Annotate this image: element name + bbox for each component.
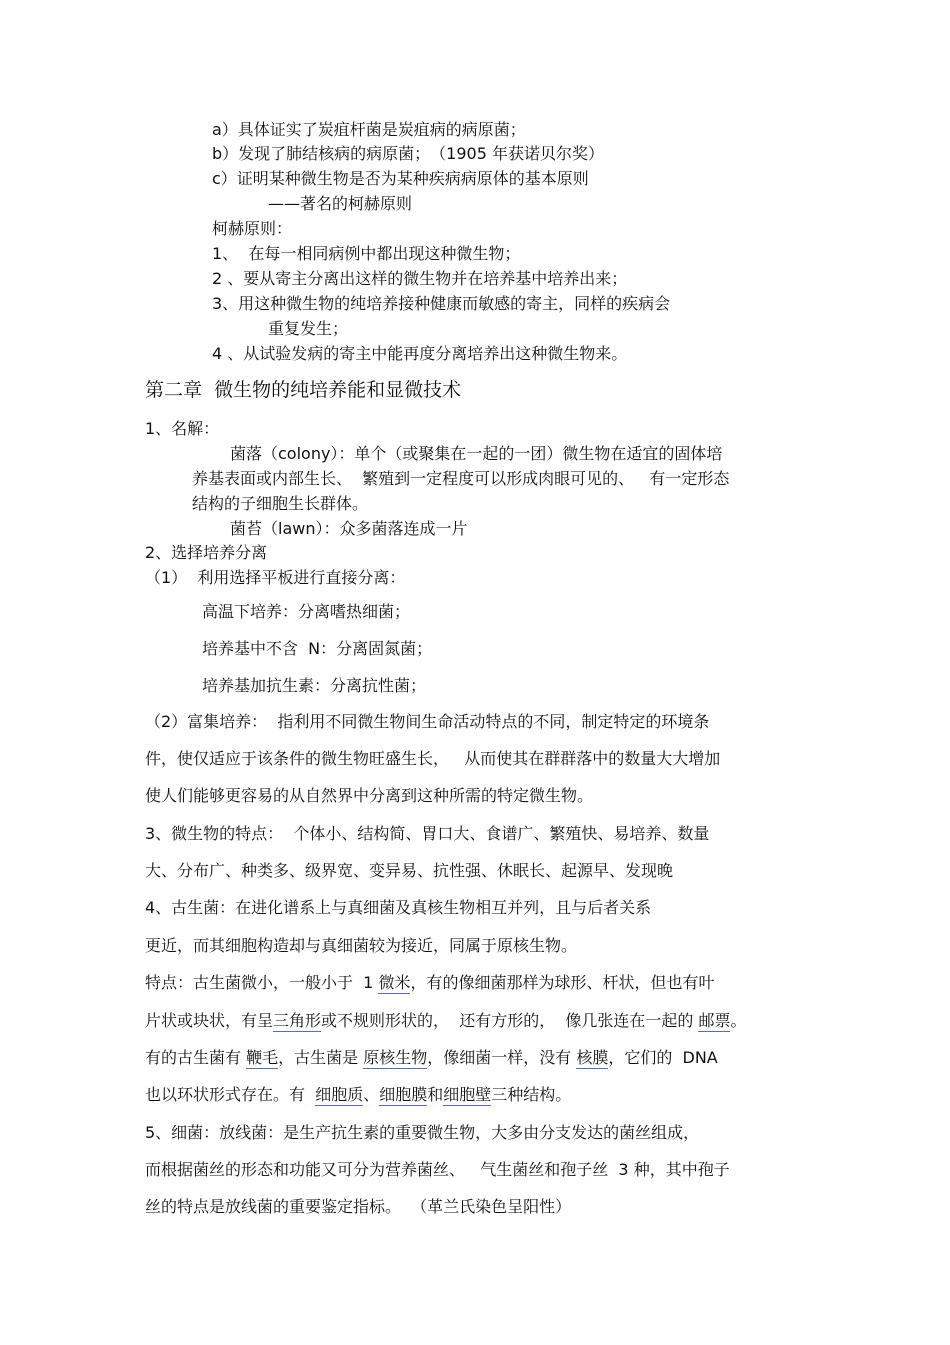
selection-item-2: 培养基中不含 N：分离固氮菌；: [202, 639, 433, 658]
link-stamp[interactable]: 邮票: [698, 1011, 731, 1030]
text-span: 特点：古生菌微小，一般小于 1: [145, 973, 379, 992]
colony-def-1: 菌落（colony）：单个（或聚集在一起的一团）微生物在适宜的固体培: [230, 444, 723, 463]
selection-item-3: 培养基加抗生素：分离抗性菌；: [202, 676, 427, 695]
link-cell-wall[interactable]: 细胞壁: [443, 1085, 492, 1104]
section5-line-2: 而根据菌丝的形态和功能又可分为营养菌丝、 气生菌丝和孢子丝 3 种，其中孢子: [145, 1160, 730, 1179]
archaea-feature-line-1: [145, 972, 714, 994]
archaea-feature-line-2: [145, 1010, 747, 1032]
link-nuclear-membrane[interactable]: 核膜: [576, 1048, 609, 1067]
link-prokaryote[interactable]: 原核生物: [363, 1048, 428, 1067]
text-span: 或不规则形状的， 还有方形的， 像几张连在一起的: [321, 1011, 699, 1030]
text-span: 和: [427, 1085, 444, 1104]
text-span: 。: [730, 1011, 747, 1030]
section4-line-2: 更近，而其细胞构造却与真细菌较为接近，同属于原核生物。: [145, 936, 578, 955]
text-span: 有的古生菌有: [145, 1048, 247, 1067]
text-span: ，古生菌是: [278, 1048, 364, 1067]
text-span: 、: [363, 1085, 380, 1104]
archaea-feature-line-3: [145, 1047, 718, 1069]
colony-def-2: 养基表面或内部生长、 繁殖到一定程度可以形成肉眼可见的、 有一定形态: [192, 469, 730, 488]
koch-line-b: b）发现了肺结核病的病原菌； （1905 年获诺贝尔奖）: [212, 144, 604, 163]
koch-line-c2: ——著名的柯赫原则: [268, 194, 413, 213]
koch-principle-3b: 重复发生；: [268, 319, 349, 338]
selection-plate-heading: （1） 利用选择平板进行直接分离：: [145, 568, 406, 587]
koch-principle-3a: 3、用这种微生物的纯培养接种健康而敏感的寄主，同样的疾病会: [212, 294, 671, 313]
link-flagellum[interactable]: 鞭毛: [246, 1048, 279, 1067]
selection-item-1: 高温下培养：分离嗜热细菌；: [202, 602, 411, 621]
section3-line-1: 3、微生物的特点： 个体小、结构简、胃口大、食谱广、繁殖快、易培养、数量: [145, 824, 710, 843]
text-span: ，像细菌一样，没有: [427, 1048, 577, 1067]
koch-principle-4: 4 、从试验发病的寄主中能再度分离培养出这种微生物来。: [212, 344, 628, 363]
section2-heading: 2、选择培养分离: [145, 543, 268, 562]
lawn-def: 菌苔（lawn）：众多菌落连成一片: [230, 519, 468, 538]
text-span: ，有的像细菌那样为球形、杆状，但也有叶: [410, 973, 715, 992]
enrichment-line-3: 使人们能够更容易的从自然界中分离到这种所需的特定微生物。: [145, 786, 594, 805]
section5-line-1: 5、细菌：放线菌：是生产抗生素的重要微生物，大多由分支发达的菌丝组成，: [145, 1123, 700, 1142]
link-cell-membrane[interactable]: 细胞膜: [379, 1085, 428, 1104]
koch-principle-title: 柯赫原则：: [212, 219, 293, 238]
koch-principle-1: 1、 在每一相同病例中都出现这种微生物；: [212, 244, 521, 263]
text-span: 三种结构。: [491, 1085, 572, 1104]
koch-line-c1: c）证明某种微生物是否为某种疾病病原体的基本原则: [212, 169, 589, 188]
enrichment-line-2: 件，使仅适应于该条件的微生物旺盛生长， 从而使其在群群落中的数量大大增加: [145, 749, 721, 768]
section4-line-1: 4、古生菌：在进化谱系上与真细菌及真核生物相互并列，且与后者关系: [145, 898, 652, 917]
chapter-title: 第二章 微生物的纯培养能和显微技术: [145, 379, 462, 401]
enrichment-line-1: （2）富集培养： 指利用不同微生物间生命活动特点的不同，制定特定的环境条: [145, 712, 710, 731]
archaea-feature-line-4: [145, 1084, 571, 1106]
link-micrometer[interactable]: 微米: [378, 973, 411, 992]
text-span: 片状或块状，有呈: [145, 1011, 274, 1030]
section3-line-2: 大、分布广、种类多、级界宽、变异易、抗性强、休眠长、起源早、发现晚: [145, 861, 674, 880]
koch-principle-2: 2 、要从寄主分离出这样的微生物并在培养基中培养出来；: [212, 269, 628, 288]
text-span: ，它们的 DNA: [608, 1048, 718, 1067]
section1-heading: 1、名解：: [145, 419, 220, 438]
koch-line-a: a）具体证实了炭疽杆菌是炭疽病的病原菌；: [212, 120, 526, 139]
text-span: 也以环状形式存在。有: [145, 1085, 316, 1104]
link-cytoplasm[interactable]: 细胞质: [315, 1085, 364, 1104]
link-triangle[interactable]: 三角形: [273, 1011, 322, 1030]
colony-def-3: 结构的子细胞生长群体。: [192, 494, 369, 513]
section5-line-3: 丝的特点是放线菌的重要鉴定指标。 （革兰氏染色呈阳性）: [145, 1197, 572, 1216]
